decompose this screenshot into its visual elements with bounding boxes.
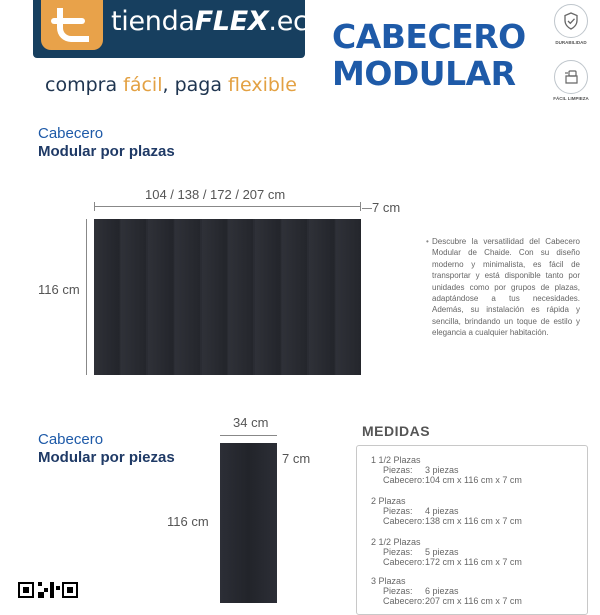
medidas-title: MEDIDAS [362, 423, 431, 439]
medida-item: 2 1/2 Plazas Piezas: 5 piezas Cabecero: 172 cm x 116 cm x 7 cm [371, 537, 522, 567]
section-title-plazas: Cabecero Modular por plazas [38, 125, 175, 160]
medidas-table [356, 445, 588, 615]
page-title: CABECERO MODULAR [332, 17, 526, 93]
logo-mark-icon [41, 0, 103, 50]
width-dimension-line [94, 206, 361, 207]
brand-logo[interactable] [33, 0, 308, 58]
shield-check-icon [561, 11, 581, 31]
width-tick-left [94, 202, 95, 211]
medida-item: 3 Plazas Piezas: 6 piezas Cabecero: 207 cm x 116 cm x 7 cm [371, 576, 522, 606]
height-dimension-label: 116 cm [38, 282, 80, 297]
width-dimension-label: 104 / 138 / 172 / 207 cm [145, 187, 286, 202]
cleaning-icon [561, 67, 581, 87]
product-description: • Descubre la versatilidad del Cabecero Modular de Chaide. Con su diseño moderno y minimalista, es fácil de transportar y está disponible tanto por unidades como por grupos de plazas, adaptándose a tus necesidades. Además, su instalación es rápida y sencilla, brindando un toque de estilo y elegancia a cualquier habitación. [432, 236, 580, 339]
easy-cleaning-badge: FÁCIL LIMPIEZA [549, 60, 593, 101]
depth-dimension-label: 7 cm [372, 200, 401, 215]
width-tick-right [360, 202, 361, 211]
piece-width-line [220, 435, 277, 436]
medida-item: 2 Plazas Piezas: 4 piezas Cabecero: 138 cm x 116 cm x 7 cm [371, 496, 522, 526]
depth-dimension-line [362, 208, 372, 209]
height-dimension-line [86, 219, 87, 375]
headboard-panel-image [94, 219, 361, 375]
durability-badge: DURABILIDAD [549, 4, 593, 45]
medida-item: 1 1/2 Plazas Piezas: 3 piezas Cabecero: 104 cm x 116 cm x 7 cm [371, 455, 522, 485]
section-title-piezas: Cabecero Modular por piezas [38, 431, 175, 466]
headboard-piece-image [220, 443, 277, 603]
tagline: compra fácil, paga flexible [45, 74, 297, 96]
piece-width-label: 34 cm [233, 415, 269, 430]
piece-height-label: 116 cm [167, 514, 209, 529]
brand-name: tiendaFLEX.ec [111, 6, 308, 37]
qr-code-icon[interactable] [18, 580, 78, 600]
piece-depth-label: 7 cm [282, 451, 311, 466]
